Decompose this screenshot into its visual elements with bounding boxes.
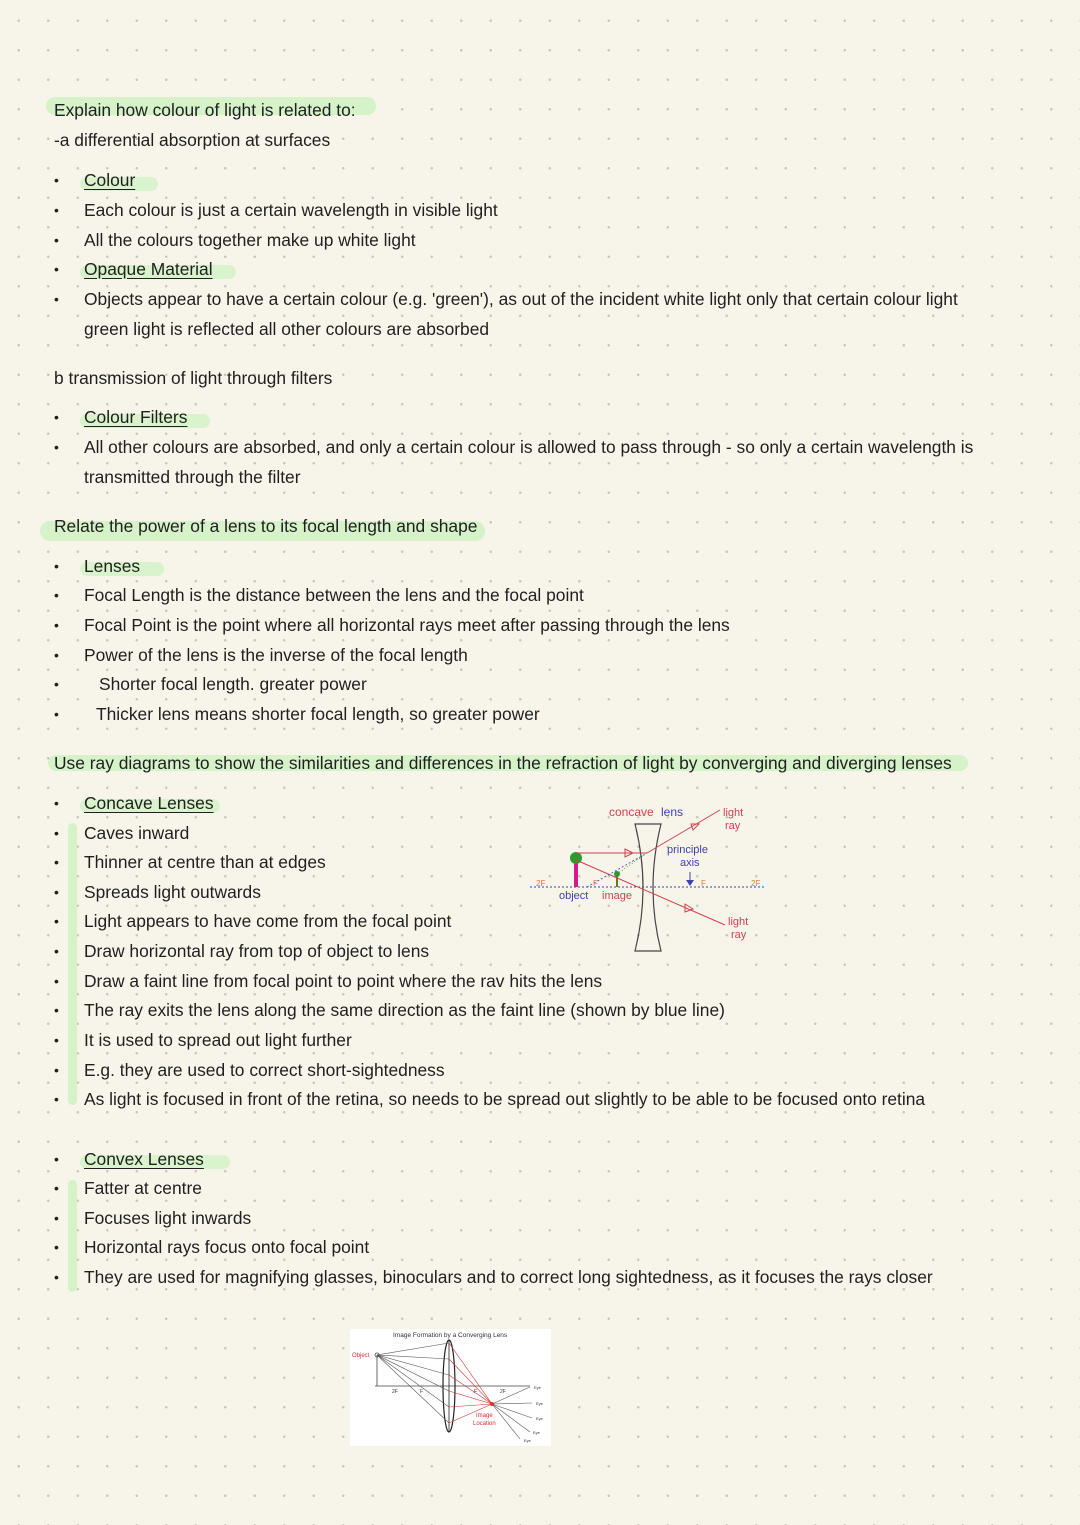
light-ray-label: light xyxy=(723,807,744,819)
axis-label-2f-left: 2F xyxy=(536,879,546,888)
eye-label: Eye xyxy=(533,1430,540,1435)
lens-power-heading: Relate the power of a lens to its focal length and shape xyxy=(54,516,478,536)
list-item: Light appears to have come from the focal point xyxy=(84,911,452,931)
eye-label: Eye xyxy=(524,1438,531,1443)
bullet: • xyxy=(54,943,59,959)
list-item: The ray exits the lens along the same direction as the faint line (shown by blue line) xyxy=(84,1000,725,1020)
axis-label-f-right: F xyxy=(701,879,706,888)
colour-heading: Explain how colour of light is related to: xyxy=(54,100,356,120)
bullet: • xyxy=(54,232,59,248)
subheading-opaque-material: Opaque Material xyxy=(84,259,213,279)
bullet: • xyxy=(54,1180,59,1196)
list-item: They are used for magnifying glasses, binoculars and to correct long sightedness, as it focuses the rays closer xyxy=(84,1267,933,1287)
list-item-continued: transmitted through the filter xyxy=(84,467,301,487)
principle-axis-label: principle xyxy=(667,844,708,856)
list-item: E.g. they are used to correct short-sightedness xyxy=(84,1060,445,1080)
bullet: • xyxy=(54,1239,59,1255)
list-item: Each colour is just a certain wavelength in visible light xyxy=(84,200,498,220)
bullet: • xyxy=(54,587,59,603)
object-label: object xyxy=(559,890,589,902)
convex-diagram-title: Image Formation by a Converging Lens xyxy=(393,1332,508,1339)
bullet: • xyxy=(54,1062,59,1078)
list-item: Thinner at centre than at edges xyxy=(84,852,326,872)
bullet: • xyxy=(54,1269,59,1285)
bullet: • xyxy=(54,706,59,722)
bullet: • xyxy=(54,913,59,929)
bullet: • xyxy=(54,676,59,692)
light-ray-label: light xyxy=(728,916,749,928)
bullet: • xyxy=(54,854,59,870)
list-item: Focal Point is the point where all horizontal rays meet after passing through the lens xyxy=(84,615,730,635)
bullet: • xyxy=(54,825,59,841)
concave-lens-diagram xyxy=(525,800,775,960)
bullet: • xyxy=(54,617,59,633)
axis-label-f-left: F xyxy=(420,1389,424,1395)
list-item: All other colours are absorbed, and only a certain colour is allowed to pass through - so only a certain wavelength is xyxy=(84,437,974,457)
principle-axis-label: axis xyxy=(680,857,700,869)
bullet: • xyxy=(54,647,59,663)
bullet: • xyxy=(54,1151,59,1167)
convex-lens-diagram xyxy=(350,1329,551,1446)
eye-label: Eye xyxy=(536,1401,543,1406)
list-item: Objects appear to have a certain colour (e.g. 'green'), as out of the incident white light only that certain colour light xyxy=(84,289,958,309)
bullet: • xyxy=(54,172,59,188)
image-label: image xyxy=(602,890,632,902)
axis-label-f-left: F xyxy=(593,879,598,888)
bullet: • xyxy=(54,1091,59,1107)
bullet: • xyxy=(54,558,59,574)
ray-diagrams-heading: Use ray diagrams to show the similarities and differences in the refraction of light by converging and diverging lenses xyxy=(54,753,952,773)
list-item: Spreads light outwards xyxy=(84,882,261,902)
axis-label-2f-left: 2F xyxy=(392,1389,398,1395)
object-arrow xyxy=(574,860,578,887)
bullet: • xyxy=(54,973,59,989)
bullet: • xyxy=(54,1002,59,1018)
image-location-label: Image xyxy=(476,1413,493,1419)
list-item-continued: green light is reflected all other colours are absorbed xyxy=(84,319,490,339)
bullet: • xyxy=(54,439,59,455)
axis-label-2f-right: 2F xyxy=(500,1389,506,1395)
eye-label: Eye xyxy=(536,1416,543,1421)
axis-pointer-head xyxy=(686,880,694,886)
bullet: • xyxy=(54,795,59,811)
list-item: Focal Length is the distance between the lens and the focal point xyxy=(84,585,584,605)
light-ray-label: ray xyxy=(725,820,741,832)
bullet: • xyxy=(54,261,59,277)
list-item: Focuses light inwards xyxy=(84,1208,252,1228)
subheading-concave-lenses: Concave Lenses xyxy=(84,793,214,813)
bullet: • xyxy=(54,1032,59,1048)
margin-highlight-bar xyxy=(68,1180,77,1292)
bullet: • xyxy=(54,291,59,307)
list-item: Shorter focal length. greater power xyxy=(99,674,367,694)
bullet: • xyxy=(54,1210,59,1226)
light-ray xyxy=(576,860,725,925)
list-item: All the colours together make up white light xyxy=(84,230,416,250)
bullet: • xyxy=(54,884,59,900)
axis-label-2f-right: 2F xyxy=(751,879,761,888)
subheading-colour: Colour xyxy=(84,170,136,190)
colour-subheading-b: b transmission of light through filters xyxy=(54,368,333,388)
concave-diagram-title: concave xyxy=(609,805,654,819)
axis-label-f-right: F xyxy=(474,1389,478,1395)
object-label: Object xyxy=(352,1353,370,1359)
list-item: It is used to spread out light further xyxy=(84,1030,352,1050)
list-item: Draw a faint line from focal point to point where the rav hits the lens xyxy=(84,971,603,991)
eye-label: Eye xyxy=(534,1385,541,1390)
bullet: • xyxy=(54,409,59,425)
diagram-background xyxy=(350,1329,551,1446)
list-item: Horizontal rays focus onto focal point xyxy=(84,1237,370,1257)
image-location-label: Location xyxy=(473,1421,496,1427)
subheading-colour-filters: Colour Filters xyxy=(84,407,188,427)
list-item: As light is focused in front of the retina, so needs to be spread out slightly to be able to be focused onto retina xyxy=(84,1089,926,1109)
list-item: Caves inward xyxy=(84,823,190,843)
margin-highlight-bar xyxy=(68,823,77,1105)
list-item: Draw horizontal ray from top of object to lens xyxy=(84,941,430,961)
subheading-lenses: Lenses xyxy=(84,556,141,576)
image-point xyxy=(490,1402,494,1406)
list-item: Fatter at centre xyxy=(84,1178,202,1198)
bullet: • xyxy=(54,202,59,218)
list-item: Thicker lens means shorter focal length, so greater power xyxy=(96,704,540,724)
subheading-convex-lenses: Convex Lenses xyxy=(84,1149,204,1169)
concave-diagram-title-lens: lens xyxy=(661,805,684,819)
list-item: Power of the lens is the inverse of the focal length xyxy=(84,645,468,665)
light-ray-label: ray xyxy=(731,929,747,941)
colour-subheading-a: -a differential absorption at surfaces xyxy=(54,130,331,150)
